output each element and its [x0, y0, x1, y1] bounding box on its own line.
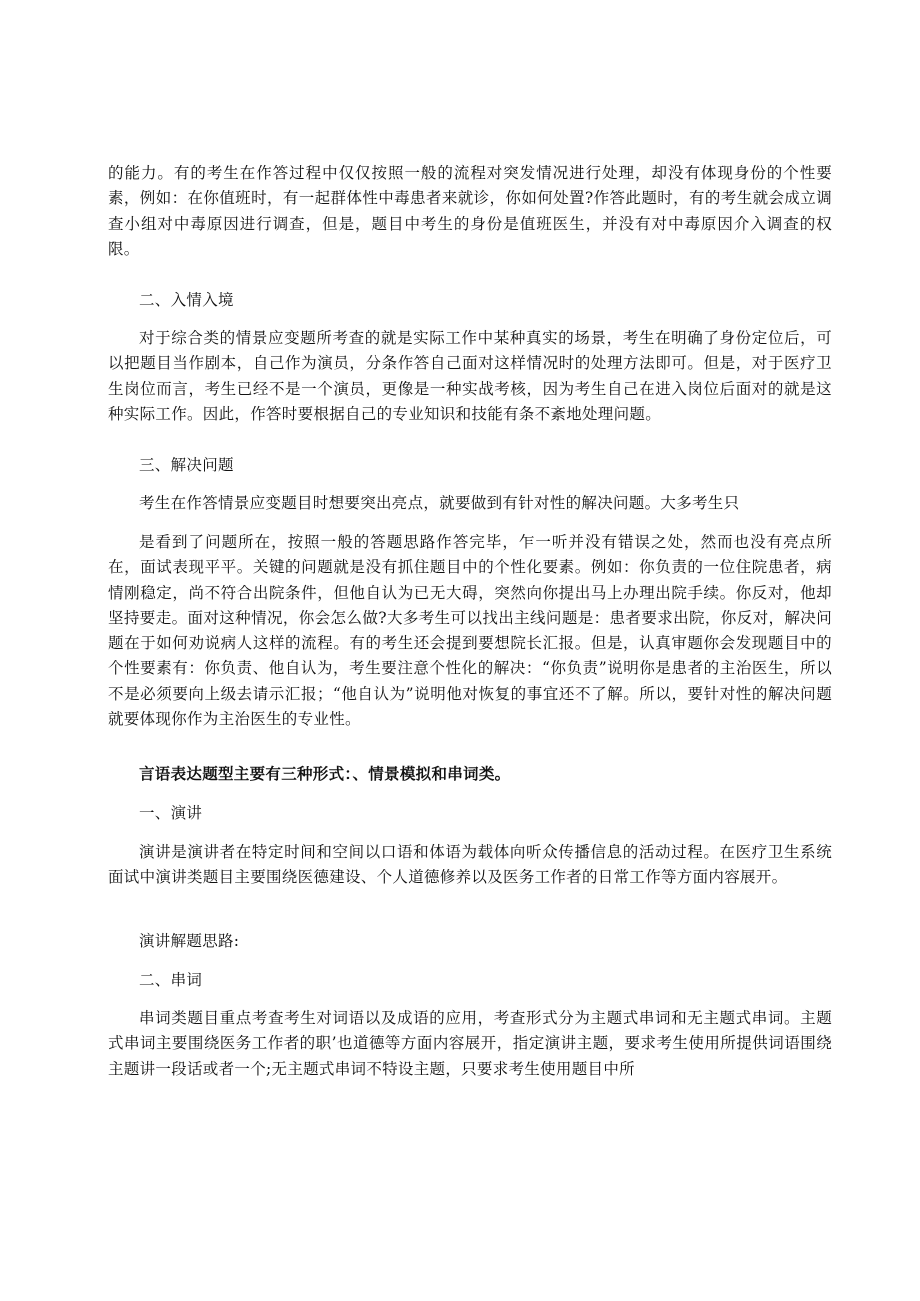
heading-speech: 一、演讲 — [139, 804, 203, 822]
paragraph-identity-ability: 的能力。有的考生在作答过程中仅仅按照一般的流程对突发情况进行处理，却没有体现身份的个性要素，例如：在你值班时，有一起群体性中毒患者来就诊，你如何处置?作答此题时，有的考生就会成立调查小组对中毒原因进行调查，但是，题目中考生的身份是值班医生，并没有对中毒原因介入调查的权限。 — [108, 164, 832, 258]
heading-enter-scene: 二、入情入境 — [139, 291, 234, 309]
paragraph-comprehensive-scenario: 对于综合类的情景应变题所考查的就是实际工作中某种真实的场景，考生在明确了身份定位后，可以把题目当作剧本，自己作为演员，分条作答自己面对这样情况时的处理方法即可。但是，对于医疗卫生岗位而言，考生已经不是一个演员，更像是一种实战考核，因为考生自己在进入岗位后面对的就是这种实际工作。因此，作答时要根据自己的专业知识和技能有条不紊地处理问题。 — [108, 329, 832, 423]
heading-speech-approach: 演讲解题思路: — [139, 932, 240, 950]
heading-word-linking: 二、串词 — [139, 971, 203, 989]
paragraph-word-linking-definition: 串词类题目重点考查考生对词语以及成语的应用，考查形式分为主题式串词和无主题式串词。主题式串词主要围绕医务工作者的职’也道德等方面内容展开，指定演讲主题，要求考生使用所提供词语围绕主题讲一段话或者一个;无主题式串词不特设主题，只要求考生使用题目中所 — [108, 1009, 832, 1078]
paragraph-individualized-solution: 是看到了问题所在，按照一般的答题思路作答完毕，乍一听并没有错误之处，然而也没有亮点所在，面试表现平平。关键的问题就是没有抓住题目中的个性化要素。例如：你负责的一位住院患者，病情刚稳定，尚不符合出院条件，但他自认为已无大碍，突然向你提出马上办理出院手续。你反对，他却坚持要走。面对这种情况，你会怎么做?大多考生可以找出主线问题是：患者要求出院，你反对，解决问题在于如何劝说病人这样的流程。有的考生还会提到要想院长汇报。但是，认真审题你会发现题目中的个性要素有：你负责、他自认为，考生要注意个性化的解决：“你负责”说明你是患者的主治医生，所以不是必须要向上级去请示汇报；“他自认为”说明他对恢复的事宜还不了解。所以，要针对性的解决问题就要体现你作为主治医生的专业性。 — [108, 533, 832, 729]
heading-verbal-expression-types: 言语表达题型主要有三种形式：、情景模拟和串词类。 — [139, 765, 511, 783]
paragraph-highlight-intro: 考生在作答情景应变题目时想要突出亮点，就要做到有针对性的解决问题。大多考生只 — [139, 494, 740, 512]
heading-solve-problem: 三、解决问题 — [139, 456, 234, 474]
paragraph-speech-definition: 演讲是演讲者在特定时间和空间以口语和体语为载体向听众传播信息的活动过程。在医疗卫生系统面试中演讲类题目主要围绕医德建设、个人道德修养以及医务工作者的日常工作等方面内容展开。 — [108, 843, 832, 887]
